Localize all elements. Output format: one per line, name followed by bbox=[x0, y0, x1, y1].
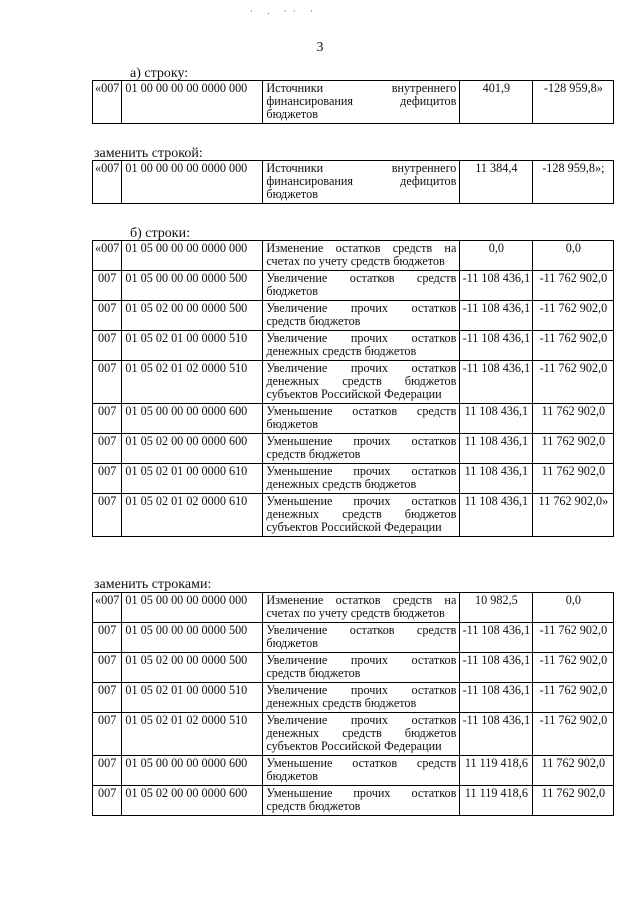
row-value-2-cell: -128 959,8»; bbox=[533, 161, 614, 204]
row-code-cell: 007 bbox=[93, 301, 122, 331]
table-row bbox=[93, 161, 614, 204]
table-row bbox=[93, 361, 614, 404]
row-code-cell: 007 bbox=[93, 464, 122, 494]
table-row bbox=[93, 593, 614, 623]
row-value-2-cell: -11 762 902,0 bbox=[533, 271, 614, 301]
row-value-1-cell: 11 119 418,6 bbox=[460, 786, 533, 816]
table-row bbox=[93, 81, 614, 124]
row-value-1-cell: 11 108 436,1 bbox=[460, 464, 533, 494]
row-kbk-cell: 01 05 00 00 00 0000 600 bbox=[122, 404, 263, 434]
row-kbk-cell: 01 05 02 00 00 0000 500 bbox=[122, 653, 263, 683]
table-row bbox=[93, 331, 614, 361]
row-kbk-cell: 01 05 00 00 00 0000 000 bbox=[122, 593, 263, 623]
row-value-1-cell: 11 108 436,1 bbox=[460, 404, 533, 434]
row-code-cell: «007 bbox=[93, 81, 122, 124]
table-b-old bbox=[92, 240, 614, 537]
row-value-2-cell: -11 762 902,0 bbox=[533, 301, 614, 331]
row-name-cell: Увеличение прочих остатков средств бюджетов bbox=[263, 653, 460, 683]
row-code-cell: 007 bbox=[93, 494, 122, 537]
page-number: 3 bbox=[316, 40, 324, 55]
row-name-cell: Уменьшение прочих остатков денежных средств бюджетов bbox=[263, 464, 460, 494]
row-code-cell: 007 bbox=[93, 271, 122, 301]
row-value-1-cell: -11 108 436,1 bbox=[460, 331, 533, 361]
table-a-new bbox=[92, 160, 614, 204]
row-value-2-cell: -11 762 902,0 bbox=[533, 331, 614, 361]
row-value-2-cell: 11 762 902,0 bbox=[533, 404, 614, 434]
row-name-cell: Увеличение прочих остатков денежных средств бюджетов bbox=[263, 683, 460, 713]
row-name-cell: Уменьшение прочих остатков средств бюджетов bbox=[263, 434, 460, 464]
row-kbk-cell: 01 05 02 00 00 0000 600 bbox=[122, 434, 263, 464]
row-value-2-cell: 11 762 902,0 bbox=[533, 464, 614, 494]
table-row bbox=[93, 464, 614, 494]
row-value-2-cell: 0,0 bbox=[533, 593, 614, 623]
row-value-1-cell: -11 108 436,1 bbox=[460, 653, 533, 683]
row-name-cell: Увеличение прочих остатков денежных средств бюджетов субъектов Российской Федерации bbox=[263, 713, 460, 756]
row-value-1-cell: 401,9 bbox=[460, 81, 533, 124]
row-kbk-cell: 01 05 00 00 00 0000 500 bbox=[122, 623, 263, 653]
row-name-cell: Уменьшение прочих остатков денежных средств бюджетов субъектов Российской Федерации bbox=[263, 494, 460, 537]
table-a-old bbox=[92, 80, 614, 124]
row-kbk-cell: 01 00 00 00 00 0000 000 bbox=[122, 161, 263, 204]
row-code-cell: 007 bbox=[93, 713, 122, 756]
row-name-cell: Изменение остатков средств на счетах по учету средств бюджетов bbox=[263, 241, 460, 271]
row-name-cell: Увеличение прочих остатков денежных средств бюджетов bbox=[263, 331, 460, 361]
row-name-cell: Источники внутреннего финансирования дефицитов бюджетов bbox=[263, 81, 460, 124]
row-name-cell: Уменьшение остатков средств бюджетов bbox=[263, 404, 460, 434]
table-row bbox=[93, 301, 614, 331]
row-kbk-cell: 01 05 02 00 00 0000 600 bbox=[122, 786, 263, 816]
row-value-1-cell: -11 108 436,1 bbox=[460, 271, 533, 301]
row-kbk-cell: 01 05 02 01 02 0000 610 bbox=[122, 494, 263, 537]
row-value-1-cell: 11 119 418,6 bbox=[460, 756, 533, 786]
row-value-2-cell: 11 762 902,0 bbox=[533, 756, 614, 786]
row-value-1-cell: -11 108 436,1 bbox=[460, 713, 533, 756]
table-b-new bbox=[92, 592, 614, 816]
row-value-2-cell: -11 762 902,0 bbox=[533, 653, 614, 683]
row-value-2-cell: 11 762 902,0 bbox=[533, 434, 614, 464]
row-name-cell: Уменьшение прочих остатков средств бюджетов bbox=[263, 786, 460, 816]
row-kbk-cell: 01 05 02 01 02 0000 510 bbox=[122, 361, 263, 404]
table-row bbox=[93, 786, 614, 816]
row-name-cell: Увеличение прочих остатков денежных средств бюджетов субъектов Российской Федерации bbox=[263, 361, 460, 404]
row-kbk-cell: 01 05 02 01 00 0000 510 bbox=[122, 331, 263, 361]
row-value-2-cell: -128 959,8» bbox=[533, 81, 614, 124]
row-kbk-cell: 01 05 02 00 00 0000 500 bbox=[122, 301, 263, 331]
row-code-cell: «007 bbox=[93, 161, 122, 204]
row-kbk-cell: 01 05 02 01 02 0000 510 bbox=[122, 713, 263, 756]
row-kbk-cell: 01 05 00 00 00 0000 000 bbox=[122, 241, 263, 271]
table-row bbox=[93, 271, 614, 301]
section-a-label: а) строку: bbox=[130, 66, 189, 81]
row-code-cell: 007 bbox=[93, 786, 122, 816]
row-kbk-cell: 01 05 02 01 00 0000 510 bbox=[122, 683, 263, 713]
row-code-cell: 007 bbox=[93, 756, 122, 786]
table-row bbox=[93, 404, 614, 434]
table-row bbox=[93, 623, 614, 653]
row-code-cell: «007 bbox=[93, 593, 122, 623]
row-value-1-cell: 0,0 bbox=[460, 241, 533, 271]
row-code-cell: «007 bbox=[93, 241, 122, 271]
replace-rows-label: заменить строками: bbox=[94, 577, 212, 592]
row-code-cell: 007 bbox=[93, 653, 122, 683]
row-value-2-cell: -11 762 902,0 bbox=[533, 623, 614, 653]
table-row bbox=[93, 434, 614, 464]
row-kbk-cell: 01 05 00 00 00 0000 600 bbox=[122, 756, 263, 786]
row-code-cell: 007 bbox=[93, 361, 122, 404]
row-value-2-cell: -11 762 902,0 bbox=[533, 361, 614, 404]
scan-specks: · . ·· · bbox=[250, 6, 319, 16]
table-row bbox=[93, 713, 614, 756]
row-value-2-cell: 0,0 bbox=[533, 241, 614, 271]
row-value-2-cell: 11 762 902,0» bbox=[533, 494, 614, 537]
row-value-1-cell: -11 108 436,1 bbox=[460, 301, 533, 331]
row-code-cell: 007 bbox=[93, 404, 122, 434]
table-row bbox=[93, 653, 614, 683]
replace-row-label: заменить строкой: bbox=[94, 146, 203, 161]
row-name-cell: Уменьшение остатков средств бюджетов bbox=[263, 756, 460, 786]
row-value-1-cell: 10 982,5 bbox=[460, 593, 533, 623]
row-value-1-cell: -11 108 436,1 bbox=[460, 683, 533, 713]
row-kbk-cell: 01 00 00 00 00 0000 000 bbox=[122, 81, 263, 124]
section-b-label: б) строки: bbox=[130, 226, 190, 241]
row-value-1-cell: 11 384,4 bbox=[460, 161, 533, 204]
row-value-1-cell: 11 108 436,1 bbox=[460, 494, 533, 537]
row-code-cell: 007 bbox=[93, 434, 122, 464]
table-row bbox=[93, 494, 614, 537]
row-code-cell: 007 bbox=[93, 623, 122, 653]
row-name-cell: Увеличение прочих остатков средств бюджетов bbox=[263, 301, 460, 331]
row-name-cell: Увеличение остатков средств бюджетов bbox=[263, 271, 460, 301]
row-value-1-cell: 11 108 436,1 bbox=[460, 434, 533, 464]
row-value-1-cell: -11 108 436,1 bbox=[460, 623, 533, 653]
row-value-2-cell: -11 762 902,0 bbox=[533, 713, 614, 756]
row-value-2-cell: -11 762 902,0 bbox=[533, 683, 614, 713]
row-value-1-cell: -11 108 436,1 bbox=[460, 361, 533, 404]
row-name-cell: Изменение остатков средств на счетах по учету средств бюджетов bbox=[263, 593, 460, 623]
row-kbk-cell: 01 05 00 00 00 0000 500 bbox=[122, 271, 263, 301]
table-row bbox=[93, 756, 614, 786]
row-name-cell: Источники внутреннего финансирования дефицитов бюджетов bbox=[263, 161, 460, 204]
table-row bbox=[93, 683, 614, 713]
row-kbk-cell: 01 05 02 01 00 0000 610 bbox=[122, 464, 263, 494]
table-row bbox=[93, 241, 614, 271]
row-code-cell: 007 bbox=[93, 331, 122, 361]
row-code-cell: 007 bbox=[93, 683, 122, 713]
row-name-cell: Увеличение остатков средств бюджетов bbox=[263, 623, 460, 653]
row-value-2-cell: 11 762 902,0 bbox=[533, 786, 614, 816]
